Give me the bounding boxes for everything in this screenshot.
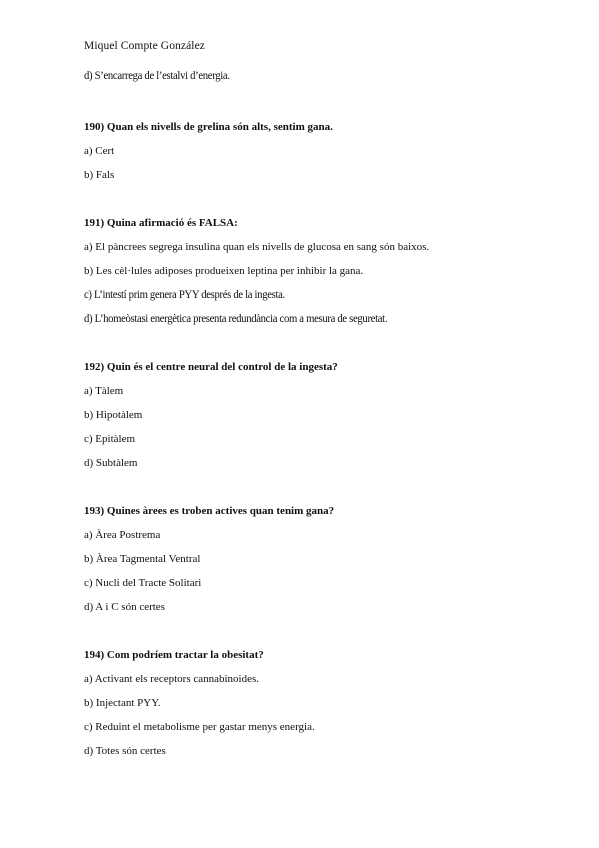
option-190-a: a) Cert xyxy=(84,145,115,157)
question-191: 191) Quina afirmació és FALSA: xyxy=(84,217,238,229)
option-194-d: d) Totes són certes xyxy=(84,745,166,757)
question-193: 193) Quines àrees es troben actives quan tenim gana? xyxy=(84,505,335,517)
author-header: Miquel Compte González xyxy=(84,40,206,52)
option-194-b: b) Injectant PYY. xyxy=(84,697,161,709)
option-194-c: c) Reduint el metabolisme per gastar menys energia. xyxy=(84,721,315,733)
option-193-b: b) Àrea Tagmental Ventral xyxy=(84,553,201,565)
option-194-a: a) Activant els receptors cannabinoides. xyxy=(84,673,260,685)
option-193-d: d) A i C són certes xyxy=(84,601,165,613)
option-191-b: b) Les cèl·lules adiposes produeixen leptina per inhibir la gana. xyxy=(84,265,364,277)
option-192-a: a) Tàlem xyxy=(84,385,124,397)
question-194: 194) Com podríem tractar la obesitat? xyxy=(84,649,264,661)
option-191-c: c) L’intestí prim genera PYY després de la ingesta. xyxy=(84,289,285,301)
option-193-a: a) Àrea Postrema xyxy=(84,529,161,541)
option-193-c: c) Nucli del Tracte Solitari xyxy=(84,577,202,589)
option-190-b: b) Fals xyxy=(84,169,115,181)
option-192-c: c) Epitàlem xyxy=(84,433,136,445)
option-192-d: d) Subtàlem xyxy=(84,457,138,469)
carryover-option-d: d) S’encarrega de l’estalvi d’energia. xyxy=(84,70,230,82)
question-192: 192) Quin és el centre neural del control de la ingesta? xyxy=(84,361,338,373)
question-190: 190) Quan els nivells de grelina són alts, sentim gana. xyxy=(84,121,333,133)
option-191-a: a) El pàncrees segrega insulina quan els nivells de glucosa en sang són baixos. xyxy=(84,241,430,253)
option-192-b: b) Hipotàlem xyxy=(84,409,143,421)
option-191-d: d) L’homeòstasi energètica presenta redundància com a mesura de seguretat. xyxy=(84,313,388,325)
